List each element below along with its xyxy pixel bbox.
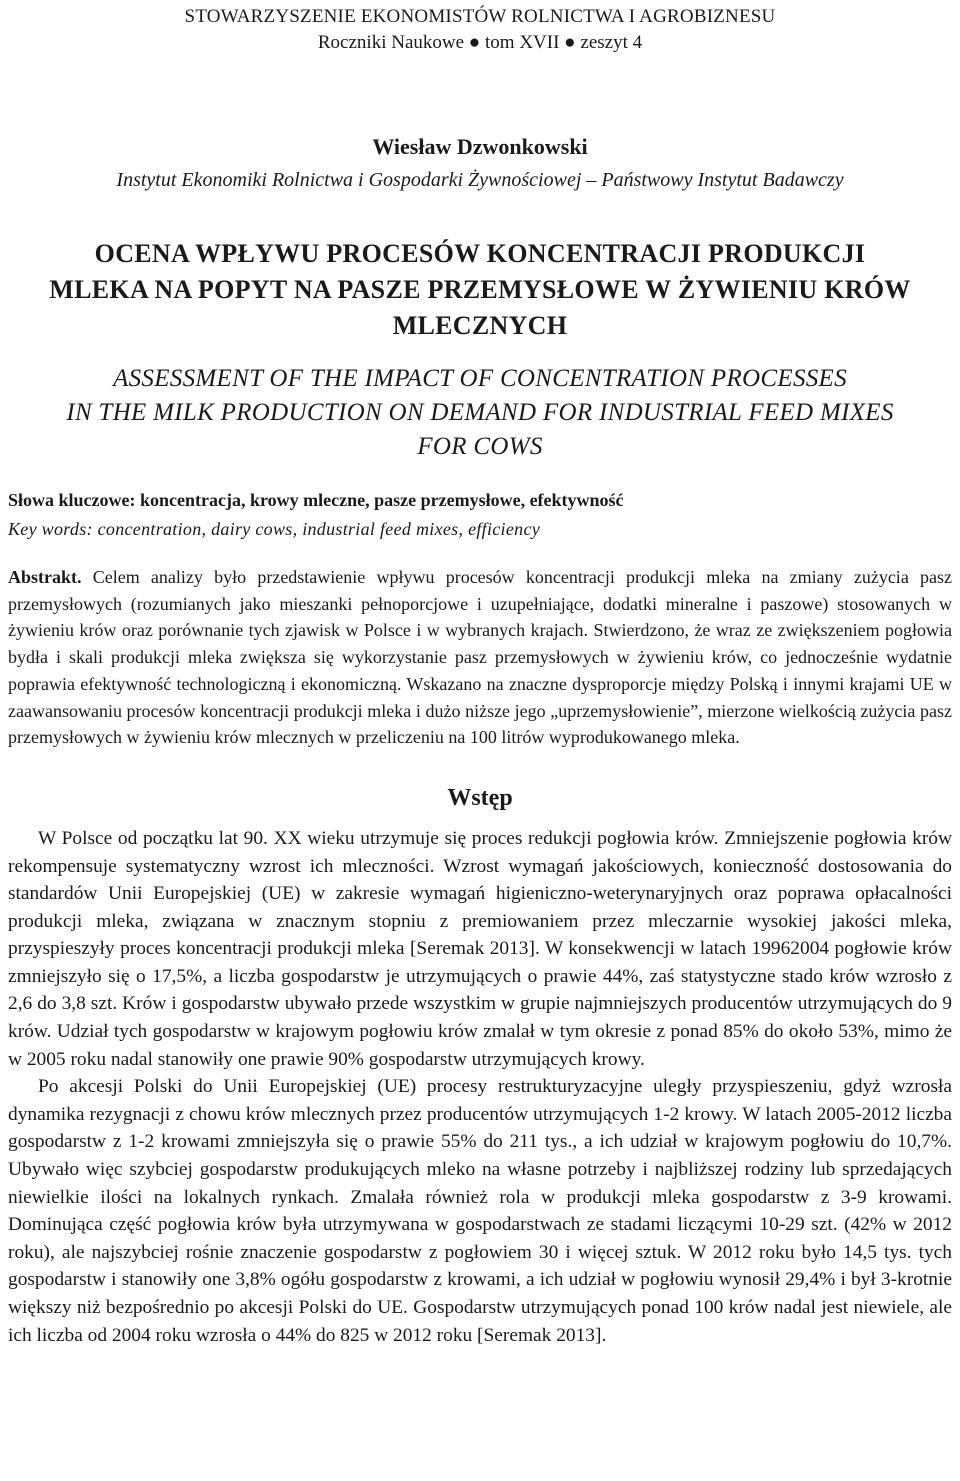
title-polish-line: MLECZNYCH <box>392 311 568 340</box>
section-title: Wstęp <box>447 784 513 811</box>
section-body <box>8 825 952 1349</box>
body-paragraph: W Polsce od początku lat 90. XX wieku utrzymuje się proces redukcji pogłowia krów. Zmniejszenie pogłowia krów rekompensuje systematyczny wzrost ich mleczności. Wzrost wymagań jakościowych, konieczność dostosowania do standardów Unii Europejskiej (UE) w zakresie wymagań higieniczno-weterynaryjnych oraz poprawa opłacalności produkcji mleka, związana w znacznym stopniu z premiowaniem przez mleczarnie wysokiej jakości mleka, przyspieszyły proces koncentracji produkcji mleka [Seremak 2013]. W konsekwencji w latach 19962004 pogłowie krów zmniejszyło się o 17,5%, a liczba gospodarstw je utrzymujących o prawie 44%, zaś statystyczne stado krów wzrosło z 2,6 do 3,8 szt. Krów i gospodarstw ubywało przede wszystkim w grupie najmniejszych producentów utrzymujących do 9 krów. Udział tych gospodarstw w krajowym pogłowiu krów zmalał w tym okresie z ponad 85% do około 53%, mimo że w 2005 roku nadal stanowiły one prawie 90% gospodarstw utrzymujących krowy. <box>8 827 952 1070</box>
title-english-line: IN THE MILK PRODUCTION ON DEMAND FOR INDUSTRIAL FEED MIXES <box>66 399 894 426</box>
title-english-line: ASSESSMENT OF THE IMPACT OF CONCENTRATION PROCESSES <box>113 365 847 392</box>
title-english <box>8 362 952 464</box>
body-paragraph: Po akcesji Polski do Unii Europejskiej (UE) procesy restrukturyzacyjne uległy przyspieszeniu, gdyż wzrosła dynamika rezygnacji z chowu krów mlecznych przez producentów utrzymujących 1-2 krowy. W latach 2005-2012 liczba gospodarstw z 1-2 krowami zmniejszyła się o prawie 55% do 211 tys., a ich udział w krajowym pogłowiu do 10,7%. Ubywało więc szybciej gospodarstw produkujących mleko na własne potrzeby i najbliższej rodziny lub sprzedających niewielkie ilości na lokalnych rynkach. Zmalała również rola w produkcji mleka gospodarstw z 3-9 krowami. Dominująca część pogłowia krów była utrzymywana w gospodarstwach ze stadami liczącymi 10-29 szt. (42% w 2012 roku), ale najszybciej rośnie znaczenie gospodarstw z pogłowiem 30 i więcej sztuk. W 2012 roku było 14,5 tys. tych gospodarstw i stanowiły one 3,8% ogółu gospodarstw z krowami, a ich udział w pogłowiu wynosił 29,4% i był 3-krotnie większy niż bezpośrednio po akcesji Polski do UE. Gospodarstw utrzymujących ponad 100 krów nadal jest niewiele, ale ich liczba od 2004 roku wzrosła o 44% do 825 w 2012 roku [Seremak 2013]. <box>8 1076 952 1346</box>
keywords-english: Key words: concentration, dairy cows, industrial feed mixes, efficiency <box>8 519 541 539</box>
journal-header <box>8 0 952 56</box>
title-polish <box>8 236 952 344</box>
title-polish-line: OCENA WPŁYWU PROCESÓW KONCENTRACJI PRODUKCJI <box>94 239 866 268</box>
abstract-label: Abstrakt. <box>8 567 82 587</box>
author-affiliation: Instytut Ekonomiki Rolnictwa i Gospodarki Żywnościowej – Państwowy Instytut Badawczy <box>116 169 844 191</box>
title-polish-line: MLEKA NA POPYT NA PASZE PRZEMYSŁOWE W ŻYWIENIU KRÓW <box>49 275 911 304</box>
keywords-polish: Słowa kluczowe: koncentracja, krowy mleczne, pasze przemysłowe, efektywność <box>8 490 624 510</box>
abstract-text: Celem analizy było przedstawienie wpływu procesów koncentracji produkcji mleka na zmiany zużycia pasz przemysłowych (rozumianych jako mieszanki pełnoporcjowe i uzupełniające, dodatki mineralne i paszowe) stosowanych w żywieniu krów oraz porównanie tych zjawisk w Polsce i w wybranych krajach. Stwierdzono, że wraz ze zwiększeniem pogłowia bydła i skali produkcji mleka zwiększa się wykorzystanie pasz przemysłowych w żywieniu krów, co jednocześnie wydatnie poprawia efektywność technologiczną i ekonomiczną. Wskazano na znaczne dysproporcje między Polską i innymi krajami UE w zaawansowaniu procesów koncentracji produkcji mleka i dużo niższe jego „uprzemysłowienie”, mierzone wielkością zużycia pasz przemysłowych w żywieniu krów mlecznych w przeliczeniu na 100 litrów wyprodukowanego mleka. <box>8 567 952 748</box>
title-english-line: FOR COWS <box>417 433 543 460</box>
journal-issue: Roczniki Naukowe ● tom XVII ● zeszyt 4 <box>317 32 643 53</box>
abstract <box>8 564 952 751</box>
author-name: Wiesław Dzwonkowski <box>372 134 588 159</box>
society-name: STOWARZYSZENIE EKONOMISTÓW ROLNICTWA I AGROBIZNESU <box>184 6 776 27</box>
